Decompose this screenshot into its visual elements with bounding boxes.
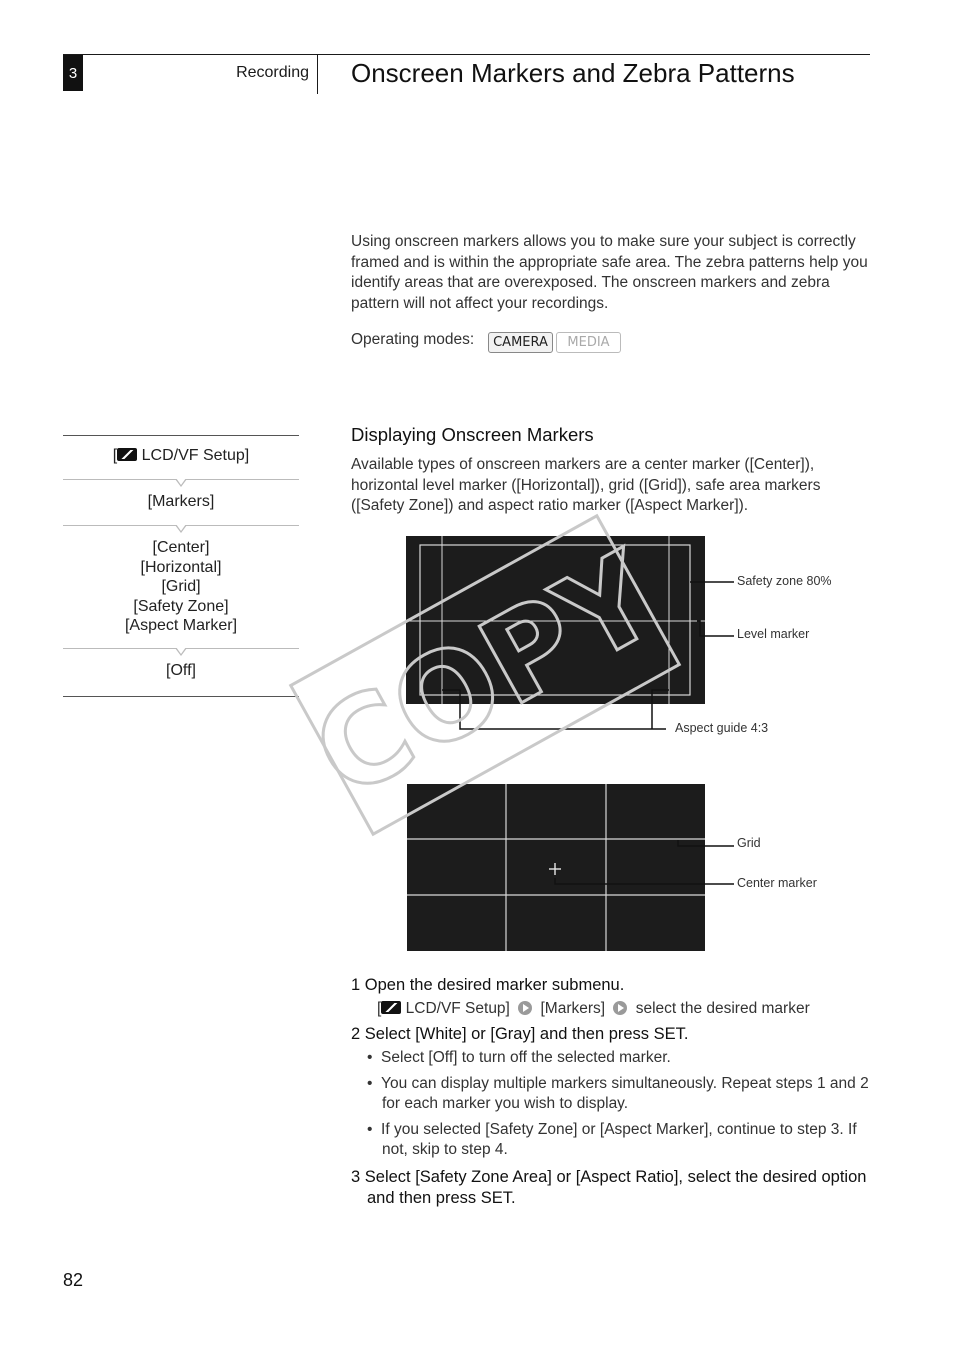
chevron-down-icon — [175, 525, 187, 533]
label-center-marker: Center marker — [737, 876, 817, 890]
arrow-right-icon — [518, 1001, 532, 1015]
menu-separator — [63, 648, 299, 649]
chevron-down-icon — [175, 479, 187, 487]
section-heading: Displaying Onscreen Markers — [351, 424, 594, 445]
intro-paragraph: Using onscreen markers allows you to make sure your subject is correctly framed and is within the appropriate safe area. The zebra patterns help you identify areas that are overexposed. The onscreen markers and zebra pattern will not affect your recordings. — [351, 233, 868, 312]
step-1-path-markers: [Markers] — [540, 1000, 606, 1017]
bracket-open: [ — [112, 447, 118, 464]
chevron-down-icon — [175, 648, 187, 656]
bullet-text: You can display multiple markers simultaneously. Repeat steps 1 and 2 for each marker you wish to display. — [381, 1074, 869, 1112]
lcd-setup-icon — [381, 1001, 401, 1014]
label-level-marker: Level marker — [737, 627, 810, 641]
bullet-text: Select [Off] to turn off the selected marker. — [381, 1049, 671, 1066]
menu-item-lcd-setup — [63, 436, 299, 479]
menu-option-grid: [Grid] — [161, 578, 201, 595]
step-2-bullet: • You can display multiple markers simultaneously. Repeat steps 1 and 2 for each marker you wish to display. — [367, 1074, 869, 1112]
marker-types-paragraph: Available types of onscreen markers are a center marker ([Center]), horizontal level marker ([Horizontal]), grid ([Grid]), safe area markers ([Safety Zone]) and aspect ratio marker ([Aspect Marker]). — [351, 456, 821, 514]
menu-separator — [63, 479, 299, 480]
label-safety-zone: Safety zone 80% — [737, 574, 832, 588]
lcd-setup-icon — [117, 448, 137, 461]
arrow-right-icon — [613, 1001, 627, 1015]
header-rule — [63, 54, 870, 55]
step-2-bullet: • Select [Off] to turn off the selected marker. — [367, 1049, 671, 1066]
menu-bottom-rule — [63, 696, 299, 697]
mode-media-badge: MEDIA — [556, 332, 621, 353]
step-1: 1 Open the desired marker submenu. — [351, 976, 625, 994]
menu-path — [63, 435, 299, 697]
bullet-text: If you selected [Safety Zone] or [Aspect Marker], continue to step 3. If not, skip to step 4. — [381, 1120, 857, 1158]
copy-watermark — [285, 510, 685, 840]
step-1-path — [377, 1000, 873, 1018]
operating-modes-label: Operating modes: — [351, 331, 475, 348]
menu-item-markers: [Markers] — [147, 492, 215, 510]
chapter-tab: 3 — [63, 55, 83, 91]
watermark-text: COPY — [292, 527, 680, 826]
mode-camera-badge: CAMERA — [488, 332, 553, 353]
steps-list — [351, 975, 873, 1209]
menu-option-horizontal: [Horizontal] — [140, 558, 222, 576]
page-number: 82 — [63, 1270, 84, 1290]
page-title: Onscreen Markers and Zebra Patterns — [351, 58, 795, 88]
menu-option-aspect-marker: [Aspect Marker] — [124, 617, 238, 634]
label-grid: Grid — [737, 836, 761, 850]
section-label: Recording — [236, 64, 309, 81]
step-1-path-select: select the desired marker — [635, 1000, 810, 1017]
menu-item-lcd-setup-label: LCD/VF Setup] — [141, 447, 250, 464]
step-1-path-lcd: LCD/VF Setup] — [405, 1000, 510, 1017]
menu-item-off: [Off] — [166, 661, 196, 679]
step-2-bullet: • If you selected [Safety Zone] or [Aspect Marker], continue to step 3. If not, skip to step 4. — [367, 1120, 857, 1158]
label-aspect-guide: Aspect guide 4:3 — [675, 721, 769, 735]
step-2: 2 Select [White] or [Gray] and then press SET. — [351, 1025, 689, 1043]
menu-option-center: [Center] — [152, 539, 210, 556]
menu-separator — [63, 525, 299, 526]
menu-item-marker-types — [63, 526, 299, 648]
menu-option-safety-zone: [Safety Zone] — [133, 597, 229, 615]
bracket-open: [ — [377, 1000, 382, 1017]
header-divider — [317, 55, 318, 94]
step-3: 3 Select [Safety Zone Area] or [Aspect Ratio], select the desired option and then press SET. — [351, 1167, 867, 1207]
